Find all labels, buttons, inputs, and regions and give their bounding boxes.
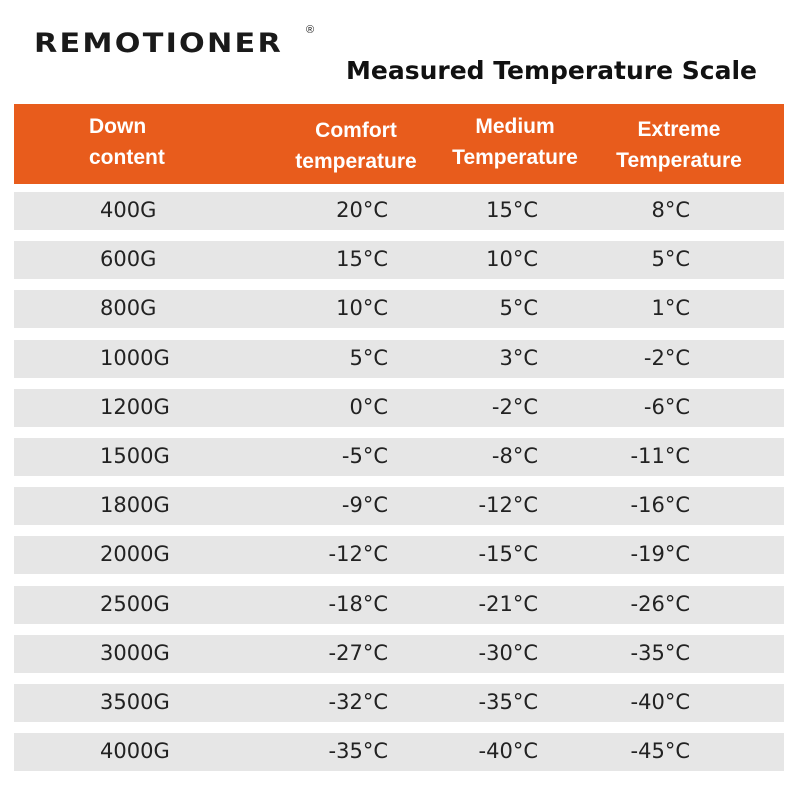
cell-down-content: 4000G <box>100 739 170 764</box>
header-medium-temperature: Medium Temperature <box>452 115 578 169</box>
cell-down-content: 1200G <box>100 394 170 419</box>
table-row <box>14 635 784 673</box>
table-row <box>14 586 784 624</box>
cell-medium-temp: 5°C <box>499 296 538 321</box>
cell-medium-temp: -8°C <box>491 444 538 468</box>
table-header <box>14 104 784 184</box>
cell-extreme-temp: -35°C <box>630 640 690 665</box>
cell-extreme-temp: 8°C <box>651 198 690 222</box>
table-row <box>14 733 784 771</box>
cell-extreme-temp: -45°C <box>630 739 690 764</box>
brand-logo: REMOTIONER <box>34 28 283 59</box>
cell-medium-temp: -40°C <box>478 739 538 764</box>
header-extreme-temperature: Extreme Temperature <box>616 118 742 172</box>
cell-medium-temp: -12°C <box>478 493 538 518</box>
cell-comfort-temp: 5°C <box>349 345 388 370</box>
table-row <box>14 389 784 427</box>
table-row <box>14 684 784 722</box>
table-row <box>14 192 784 230</box>
cell-medium-temp: -2°C <box>491 394 538 419</box>
cell-comfort-temp: -12°C <box>328 542 388 567</box>
cell-comfort-temp: -18°C <box>328 591 388 616</box>
cell-medium-temp: 15°C <box>486 198 538 222</box>
cell-down-content: 3500G <box>100 690 170 714</box>
cell-extreme-temp: -11°C <box>630 444 690 468</box>
cell-comfort-temp: 20°C <box>336 198 388 222</box>
cell-down-content: 800G <box>100 296 157 321</box>
header-comfort-temperature: Comfort temperature <box>295 119 417 173</box>
cell-medium-temp: -21°C <box>478 591 538 616</box>
cell-medium-temp: -30°C <box>478 640 538 665</box>
table-row <box>14 438 784 476</box>
cell-comfort-temp: -27°C <box>328 640 388 665</box>
cell-down-content: 1000G <box>100 345 170 370</box>
cell-extreme-temp: -19°C <box>630 542 690 567</box>
cell-down-content: 2000G <box>100 542 170 567</box>
cell-extreme-temp: -40°C <box>630 690 690 714</box>
table-row <box>14 340 784 378</box>
cell-comfort-temp: 10°C <box>336 296 388 321</box>
table-row <box>14 290 784 328</box>
table-row <box>14 487 784 525</box>
cell-down-content: 2500G <box>100 591 170 616</box>
cell-extreme-temp: -6°C <box>643 394 690 419</box>
cell-medium-temp: 10°C <box>486 247 538 272</box>
cell-comfort-temp: 15°C <box>336 247 388 272</box>
cell-down-content: 1500G <box>100 444 170 468</box>
cell-medium-temp: -15°C <box>478 542 538 567</box>
header-down-content: Down content <box>89 115 165 169</box>
cell-extreme-temp: 5°C <box>651 247 690 272</box>
registered-mark: ® <box>306 24 315 36</box>
cell-comfort-temp: -32°C <box>328 690 388 714</box>
page-title: Measured Temperature Scale <box>346 56 758 85</box>
cell-comfort-temp: 0°C <box>349 394 388 419</box>
cell-comfort-temp: -9°C <box>341 493 388 518</box>
table-row <box>14 241 784 279</box>
cell-comfort-temp: -35°C <box>328 739 388 764</box>
table-row <box>14 536 784 574</box>
cell-extreme-temp: -2°C <box>643 345 690 370</box>
cell-down-content: 600G <box>100 247 157 272</box>
cell-extreme-temp: -26°C <box>630 591 690 616</box>
cell-comfort-temp: -5°C <box>341 444 388 468</box>
cell-extreme-temp: 1°C <box>651 296 690 321</box>
cell-down-content: 400G <box>100 198 157 222</box>
cell-down-content: 1800G <box>100 493 170 518</box>
cell-down-content: 3000G <box>100 640 170 665</box>
cell-medium-temp: -35°C <box>478 690 538 714</box>
cell-medium-temp: 3°C <box>499 345 538 370</box>
cell-extreme-temp: -16°C <box>630 493 690 518</box>
